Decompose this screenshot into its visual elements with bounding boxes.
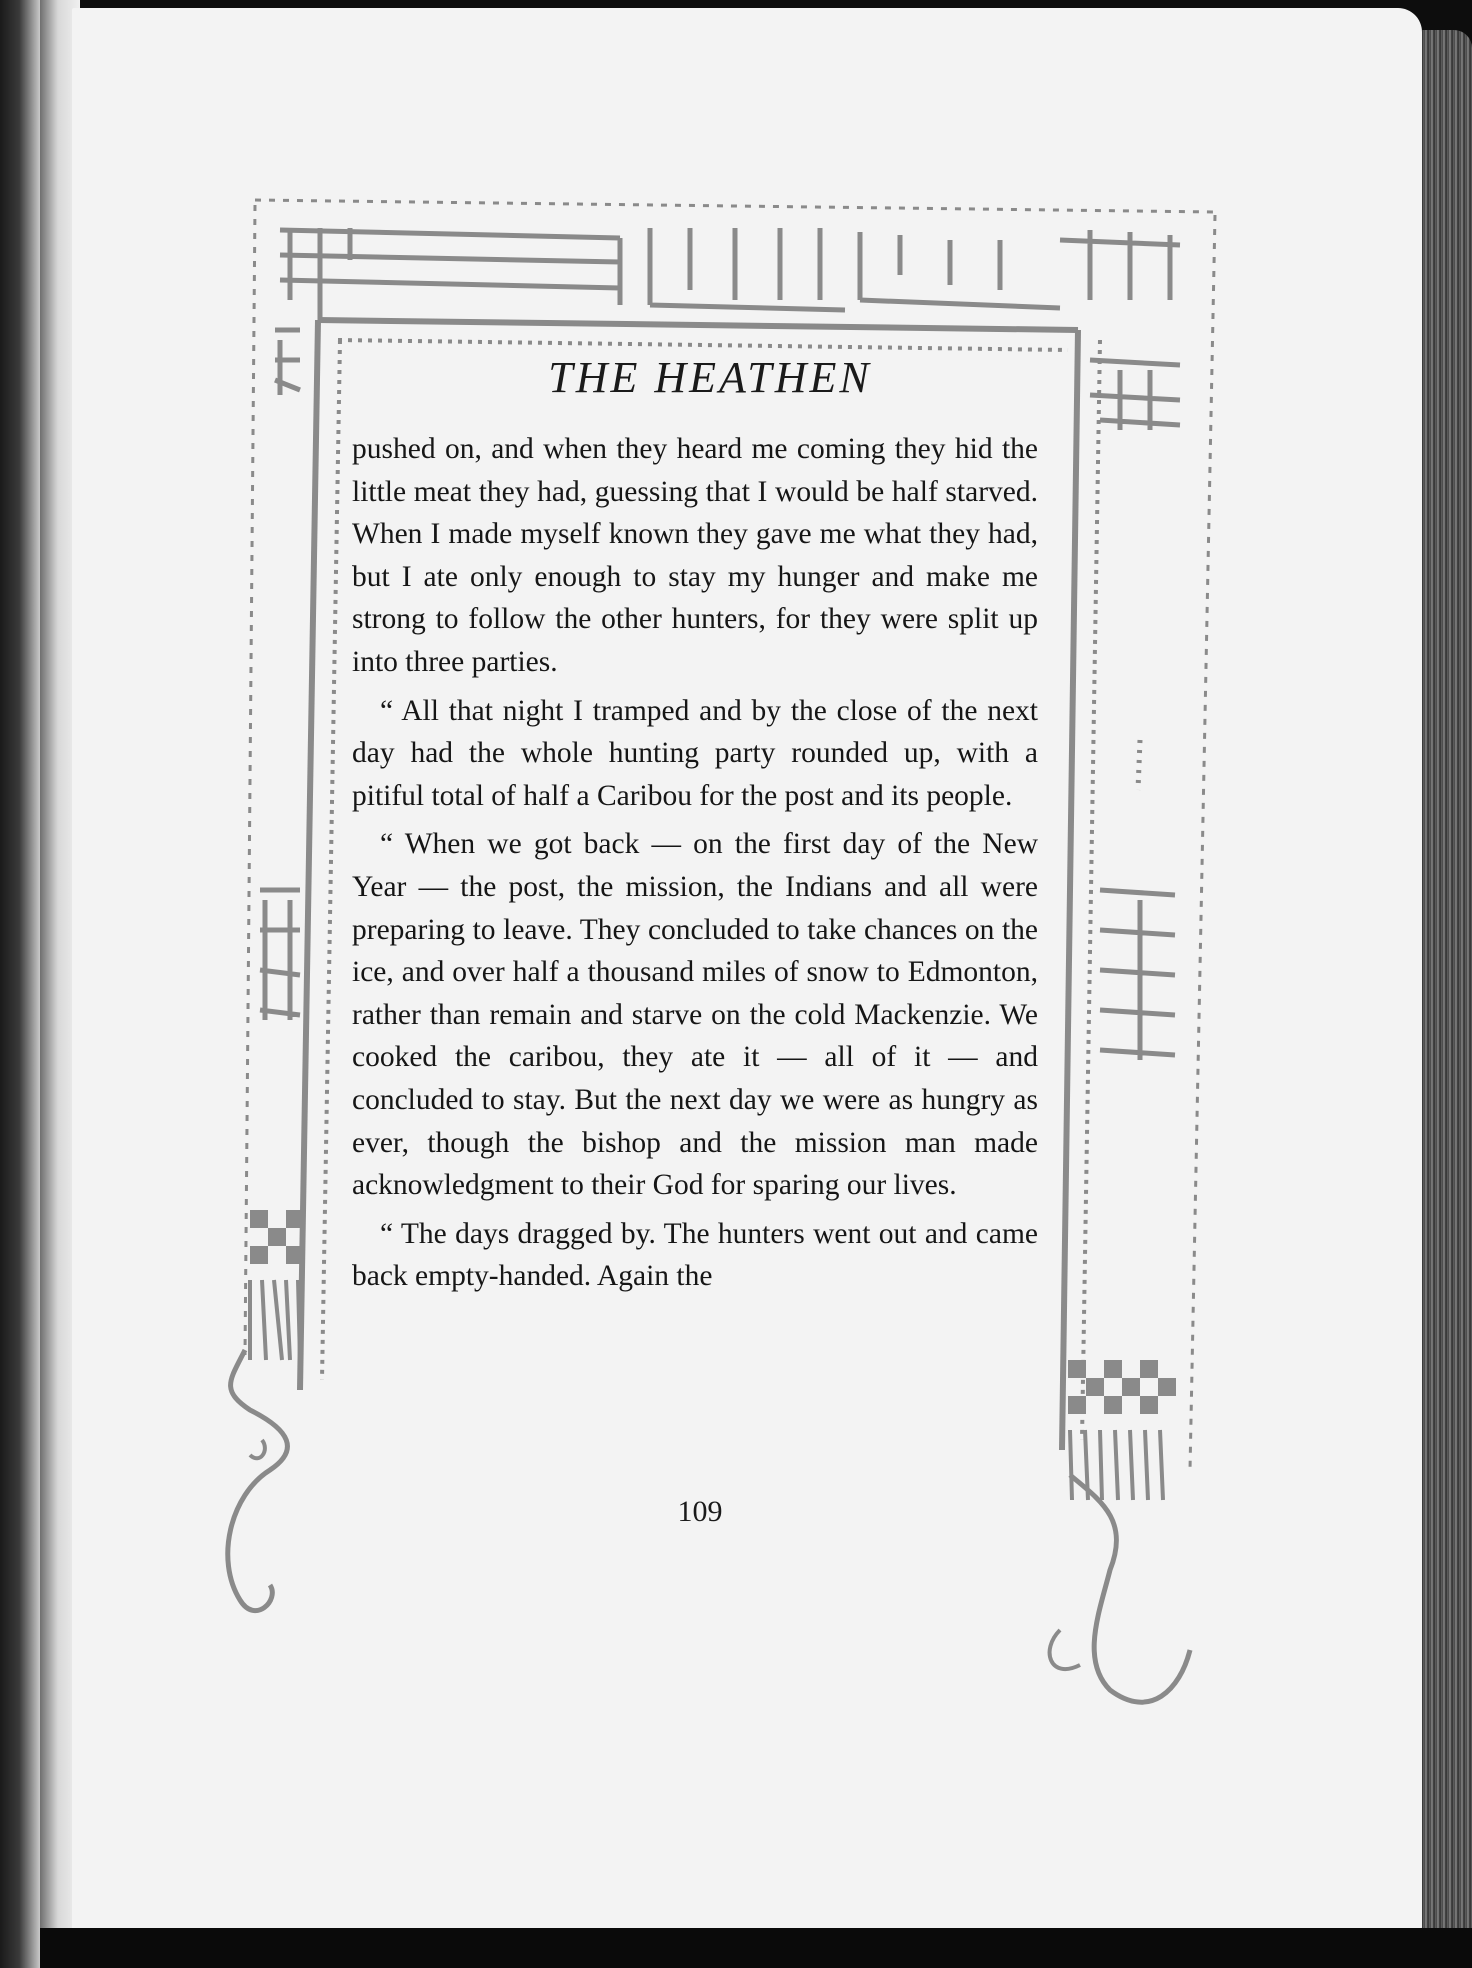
running-head: THE HEATHEN: [548, 353, 872, 402]
paragraph: “ All that night I tramped and by the close of the next day had the whole hunting party rounded up, with a pitiful total of half a Caribou for the post and its people.: [352, 694, 1038, 812]
paragraph: pushed on, and when they heard me coming they hid the little meat they had, guessing that I would be half starved. When I made myself known they gave me what they had, but I ate only enough to stay my hunger and make me strong to follow the other hunters, for they were split up into three parties.: [352, 433, 1038, 678]
page-number: 109: [677, 1495, 723, 1528]
paragraph: “ When we got back — on the first day of the New Year — the post, the mission, the Indians and all were preparing to leave. They concluded to take chances on the ice, and over half a thousand miles of snow to Edmonton, rather than remain and starve on the cold Mackenzie. We cooked the caribou, they ate it — all of it — and concluded to stay. But the next day we were as hungry as ever, though the bishop and the mission man made acknowledgment to their God for sparing our lives.: [352, 828, 1038, 1202]
body-text: [352, 428, 1038, 1298]
paragraph: “ The days dragged by. The hunters went out and came back empty-handed. Again the: [352, 1217, 1038, 1293]
